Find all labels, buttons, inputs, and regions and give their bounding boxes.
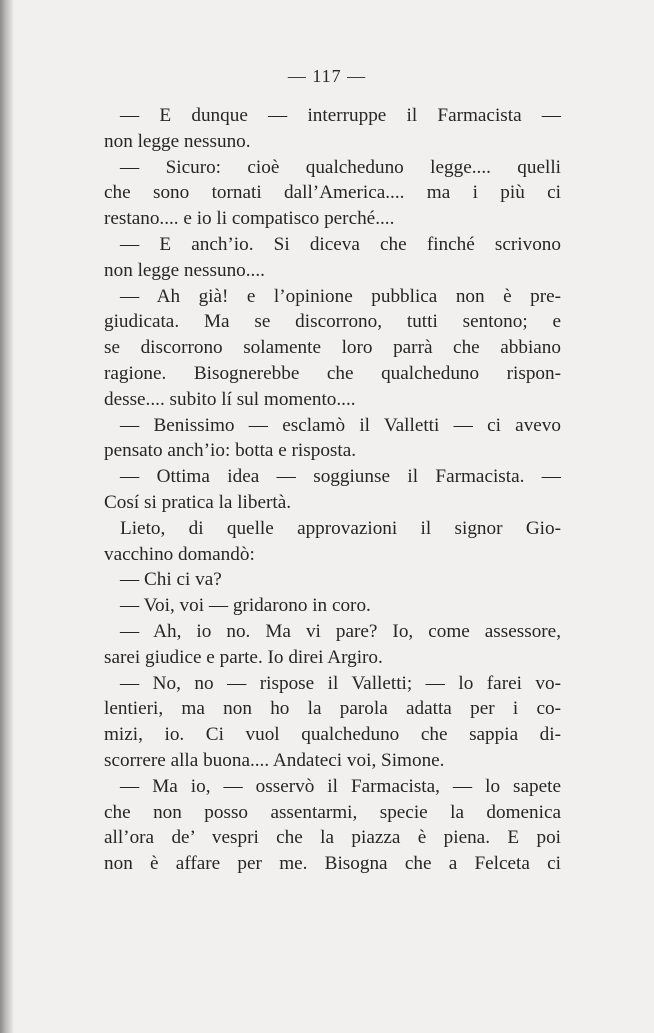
text-line: che sono tornati dall’America.... ma i più ci (104, 182, 561, 204)
text-line: Cosí si pratica la libertà. (104, 491, 292, 513)
text-line: desse.... subito lí sul momento.... (104, 388, 356, 410)
text-line: se discorrono solamente loro parrà che abbiano (104, 337, 561, 359)
text-line: — No, no — rispose il Valletti; — lo farei vo- (120, 672, 561, 694)
text-line: — E dunque — interruppe il Farmacista — (120, 105, 561, 126)
text-line: scorrere alla buona.... Andateci voi, Simone. (104, 749, 445, 771)
text-line: all’ora de’ vespri che la piazza è piena. E poi (104, 827, 561, 849)
text-line: — Ma io, — osservò il Farmacista, — lo sapete (120, 775, 561, 797)
text-line: — Chi ci va? (120, 569, 222, 591)
text-line: lentieri, ma non ho la parola adatta per i co- (104, 698, 561, 720)
page-number: — 117 — (287, 66, 367, 86)
text-line: — Sicuro: cioè qualcheduno legge.... quelli (120, 156, 561, 178)
text-line: — Voi, voi — gridarono in coro. (120, 595, 371, 617)
text-line: vacchino domandò: (104, 543, 255, 565)
text-line: — Benissimo — esclamò il Valletti — ci avevo (120, 414, 561, 436)
text-line: che non posso assentarmi, specie la domenica (104, 801, 561, 823)
text-line: — Ah già! e l’opinione pubblica non è pre- (120, 285, 561, 307)
text-line: — E anch’io. Si diceva che finché scrivono (120, 233, 561, 255)
text-line: sarei giudice e parte. Io direi Argiro. (104, 646, 383, 668)
text-line: non legge nessuno.... (104, 259, 265, 281)
text-line: Lieto, di quelle approvazioni il signor Gio- (120, 517, 561, 539)
text-line: non è affare per me. Bisogna che a Felceta ci (104, 853, 561, 875)
text-line: — Ah, io no. Ma vi pare? Io, come assessore, (120, 620, 561, 642)
text-line: pensato anch’io: botta e risposta. (104, 440, 357, 462)
text-line: non legge nessuno. (104, 130, 251, 152)
text-line: restano.... e io li compatisco perché.... (104, 208, 395, 230)
text-line: mizi, io. Ci vuol qualcheduno che sappia di- (104, 724, 561, 746)
text-line: ragione. Bisognerebbe che qualcheduno rispon- (104, 362, 561, 384)
text-line: giudicata. Ma se discorrono, tutti sentono; e (104, 311, 561, 333)
page-body-text (104, 103, 561, 877)
text-line: — Ottima idea — soggiunse il Farmacista. — (120, 466, 561, 488)
